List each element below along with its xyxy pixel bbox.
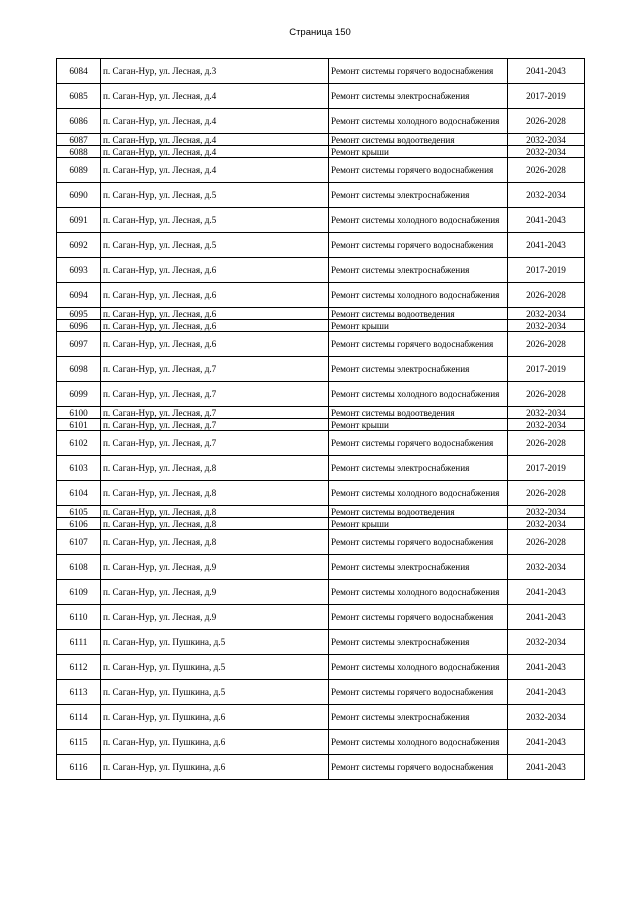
- repair-schedule-table: [56, 58, 585, 780]
- address-cell: п. Саган-Нур, ул. Лесная, д.7: [101, 407, 329, 419]
- period-cell: 2041-2043: [508, 730, 585, 755]
- address-cell: п. Саган-Нур, ул. Лесная, д.6: [101, 308, 329, 320]
- row-number-cell: 6114: [57, 705, 101, 730]
- work-type-cell: Ремонт системы горячего водоснабжения: [329, 755, 508, 780]
- table-row: [57, 109, 585, 134]
- address-cell: п. Саган-Нур, ул. Лесная, д.8: [101, 506, 329, 518]
- page-header: Страница 150: [289, 27, 351, 38]
- table-row: [57, 705, 585, 730]
- work-type-cell: Ремонт системы горячего водоснабжения: [329, 605, 508, 630]
- row-number-cell: 6086: [57, 109, 101, 134]
- row-number-cell: 6110: [57, 605, 101, 630]
- address-cell: п. Саган-Нур, ул. Лесная, д.6: [101, 320, 329, 332]
- work-type-cell: Ремонт системы электроснабжения: [329, 258, 508, 283]
- table-row: [57, 283, 585, 308]
- period-cell: 2026-2028: [508, 382, 585, 407]
- row-number-cell: 6105: [57, 506, 101, 518]
- work-type-cell: Ремонт системы холодного водоснабжения: [329, 109, 508, 134]
- work-type-cell: Ремонт системы горячего водоснабжения: [329, 332, 508, 357]
- period-cell: 2026-2028: [508, 481, 585, 506]
- period-cell: 2032-2034: [508, 630, 585, 655]
- row-number-cell: 6089: [57, 158, 101, 183]
- row-number-cell: 6102: [57, 431, 101, 456]
- address-cell: п. Саган-Нур, ул. Пушкина, д.5: [101, 630, 329, 655]
- period-cell: 2026-2028: [508, 283, 585, 308]
- work-type-cell: Ремонт системы горячего водоснабжения: [329, 59, 508, 84]
- row-number-cell: 6097: [57, 332, 101, 357]
- address-cell: п. Саган-Нур, ул. Лесная, д.3: [101, 59, 329, 84]
- address-cell: п. Саган-Нур, ул. Лесная, д.5: [101, 208, 329, 233]
- table-row: [57, 382, 585, 407]
- table-row: [57, 431, 585, 456]
- address-cell: п. Саган-Нур, ул. Лесная, д.5: [101, 233, 329, 258]
- period-cell: 2041-2043: [508, 605, 585, 630]
- address-cell: п. Саган-Нур, ул. Лесная, д.7: [101, 357, 329, 382]
- row-number-cell: 6096: [57, 320, 101, 332]
- period-cell: 2032-2034: [508, 134, 585, 146]
- work-type-cell: Ремонт крыши: [329, 518, 508, 530]
- period-cell: 2032-2034: [508, 183, 585, 208]
- row-number-cell: 6084: [57, 59, 101, 84]
- address-cell: п. Саган-Нур, ул. Лесная, д.6: [101, 283, 329, 308]
- period-cell: 2026-2028: [508, 530, 585, 555]
- row-number-cell: 6090: [57, 183, 101, 208]
- address-cell: п. Саган-Нур, ул. Лесная, д.8: [101, 481, 329, 506]
- work-type-cell: Ремонт системы горячего водоснабжения: [329, 530, 508, 555]
- row-number-cell: 6103: [57, 456, 101, 481]
- work-type-cell: Ремонт системы горячего водоснабжения: [329, 680, 508, 705]
- table-row: [57, 530, 585, 555]
- table-row: [57, 481, 585, 506]
- table-row: [57, 518, 585, 530]
- table-row: [57, 680, 585, 705]
- work-type-cell: Ремонт системы горячего водоснабжения: [329, 158, 508, 183]
- work-type-cell: Ремонт системы водоотведения: [329, 506, 508, 518]
- row-number-cell: 6111: [57, 630, 101, 655]
- table-row: [57, 407, 585, 419]
- row-number-cell: 6093: [57, 258, 101, 283]
- address-cell: п. Саган-Нур, ул. Пушкина, д.5: [101, 655, 329, 680]
- work-type-cell: Ремонт системы электроснабжения: [329, 705, 508, 730]
- table-row: [57, 84, 585, 109]
- work-type-cell: Ремонт системы электроснабжения: [329, 555, 508, 580]
- work-type-cell: Ремонт системы водоотведения: [329, 407, 508, 419]
- row-number-cell: 6106: [57, 518, 101, 530]
- period-cell: 2041-2043: [508, 59, 585, 84]
- row-number-cell: 6108: [57, 555, 101, 580]
- table-row: [57, 158, 585, 183]
- row-number-cell: 6101: [57, 419, 101, 431]
- row-number-cell: 6116: [57, 755, 101, 780]
- table-row: [57, 308, 585, 320]
- address-cell: п. Саган-Нур, ул. Лесная, д.9: [101, 580, 329, 605]
- period-cell: 2041-2043: [508, 755, 585, 780]
- row-number-cell: 6094: [57, 283, 101, 308]
- table-row: [57, 755, 585, 780]
- address-cell: п. Саган-Нур, ул. Лесная, д.7: [101, 431, 329, 456]
- period-cell: 2041-2043: [508, 680, 585, 705]
- row-number-cell: 6091: [57, 208, 101, 233]
- period-cell: 2032-2034: [508, 320, 585, 332]
- address-cell: п. Саган-Нур, ул. Лесная, д.4: [101, 84, 329, 109]
- row-number-cell: 6115: [57, 730, 101, 755]
- row-number-cell: 6095: [57, 308, 101, 320]
- table-row: [57, 419, 585, 431]
- table-row: [57, 357, 585, 382]
- table-row: [57, 555, 585, 580]
- work-type-cell: Ремонт системы холодного водоснабжения: [329, 580, 508, 605]
- period-cell: 2017-2019: [508, 357, 585, 382]
- period-cell: 2032-2034: [508, 407, 585, 419]
- table-row: [57, 208, 585, 233]
- work-type-cell: Ремонт крыши: [329, 419, 508, 431]
- address-cell: п. Саган-Нур, ул. Лесная, д.6: [101, 258, 329, 283]
- period-cell: 2026-2028: [508, 109, 585, 134]
- work-type-cell: Ремонт системы холодного водоснабжения: [329, 655, 508, 680]
- table-row: [57, 580, 585, 605]
- work-type-cell: Ремонт крыши: [329, 146, 508, 158]
- period-cell: 2026-2028: [508, 332, 585, 357]
- address-cell: п. Саган-Нур, ул. Пушкина, д.6: [101, 755, 329, 780]
- address-cell: п. Саган-Нур, ул. Лесная, д.4: [101, 134, 329, 146]
- period-cell: 2026-2028: [508, 158, 585, 183]
- work-type-cell: Ремонт крыши: [329, 320, 508, 332]
- period-cell: 2032-2034: [508, 308, 585, 320]
- period-cell: 2032-2034: [508, 506, 585, 518]
- address-cell: п. Саган-Нур, ул. Лесная, д.5: [101, 183, 329, 208]
- table-row: [57, 59, 585, 84]
- row-number-cell: 6098: [57, 357, 101, 382]
- row-number-cell: 6087: [57, 134, 101, 146]
- table-row: [57, 332, 585, 357]
- period-cell: 2041-2043: [508, 233, 585, 258]
- address-cell: п. Саган-Нур, ул. Лесная, д.7: [101, 382, 329, 407]
- period-cell: 2032-2034: [508, 555, 585, 580]
- work-type-cell: Ремонт системы холодного водоснабжения: [329, 730, 508, 755]
- row-number-cell: 6104: [57, 481, 101, 506]
- work-type-cell: Ремонт системы холодного водоснабжения: [329, 382, 508, 407]
- work-type-cell: Ремонт системы водоотведения: [329, 134, 508, 146]
- address-cell: п. Саган-Нур, ул. Лесная, д.8: [101, 518, 329, 530]
- address-cell: п. Саган-Нур, ул. Пушкина, д.6: [101, 730, 329, 755]
- table-row: [57, 630, 585, 655]
- address-cell: п. Саган-Нур, ул. Лесная, д.9: [101, 605, 329, 630]
- work-type-cell: Ремонт системы электроснабжения: [329, 357, 508, 382]
- period-cell: 2032-2034: [508, 705, 585, 730]
- work-type-cell: Ремонт системы электроснабжения: [329, 630, 508, 655]
- table-row: [57, 730, 585, 755]
- period-cell: 2041-2043: [508, 208, 585, 233]
- table-row: [57, 258, 585, 283]
- address-cell: п. Саган-Нур, ул. Лесная, д.4: [101, 109, 329, 134]
- period-cell: 2032-2034: [508, 146, 585, 158]
- row-number-cell: 6109: [57, 580, 101, 605]
- row-number-cell: 6085: [57, 84, 101, 109]
- row-number-cell: 6113: [57, 680, 101, 705]
- table-row: [57, 183, 585, 208]
- work-type-cell: Ремонт системы электроснабжения: [329, 183, 508, 208]
- address-cell: п. Саган-Нур, ул. Лесная, д.8: [101, 456, 329, 481]
- period-cell: 2032-2034: [508, 419, 585, 431]
- period-cell: 2017-2019: [508, 258, 585, 283]
- address-cell: п. Саган-Нур, ул. Лесная, д.4: [101, 146, 329, 158]
- table-row: [57, 605, 585, 630]
- row-number-cell: 6099: [57, 382, 101, 407]
- table-row: [57, 456, 585, 481]
- table-row: [57, 506, 585, 518]
- address-cell: п. Саган-Нур, ул. Лесная, д.7: [101, 419, 329, 431]
- table-row: [57, 655, 585, 680]
- period-cell: 2017-2019: [508, 84, 585, 109]
- row-number-cell: 6100: [57, 407, 101, 419]
- work-type-cell: Ремонт системы холодного водоснабжения: [329, 283, 508, 308]
- row-number-cell: 6107: [57, 530, 101, 555]
- work-type-cell: Ремонт системы водоотведения: [329, 308, 508, 320]
- period-cell: 2026-2028: [508, 431, 585, 456]
- table-row: [57, 320, 585, 332]
- period-cell: 2017-2019: [508, 456, 585, 481]
- work-type-cell: Ремонт системы холодного водоснабжения: [329, 481, 508, 506]
- work-type-cell: Ремонт системы электроснабжения: [329, 456, 508, 481]
- work-type-cell: Ремонт системы горячего водоснабжения: [329, 431, 508, 456]
- work-type-cell: Ремонт системы горячего водоснабжения: [329, 233, 508, 258]
- table-body: [57, 59, 585, 780]
- row-number-cell: 6092: [57, 233, 101, 258]
- address-cell: п. Саган-Нур, ул. Лесная, д.4: [101, 158, 329, 183]
- period-cell: 2041-2043: [508, 655, 585, 680]
- period-cell: 2032-2034: [508, 518, 585, 530]
- table-row: [57, 233, 585, 258]
- address-cell: п. Саган-Нур, ул. Лесная, д.9: [101, 555, 329, 580]
- row-number-cell: 6088: [57, 146, 101, 158]
- address-cell: п. Саган-Нур, ул. Пушкина, д.6: [101, 705, 329, 730]
- address-cell: п. Саган-Нур, ул. Пушкина, д.5: [101, 680, 329, 705]
- row-number-cell: 6112: [57, 655, 101, 680]
- work-type-cell: Ремонт системы холодного водоснабжения: [329, 208, 508, 233]
- period-cell: 2041-2043: [508, 580, 585, 605]
- table-row: [57, 134, 585, 146]
- address-cell: п. Саган-Нур, ул. Лесная, д.8: [101, 530, 329, 555]
- work-type-cell: Ремонт системы электроснабжения: [329, 84, 508, 109]
- table-row: [57, 146, 585, 158]
- address-cell: п. Саган-Нур, ул. Лесная, д.6: [101, 332, 329, 357]
